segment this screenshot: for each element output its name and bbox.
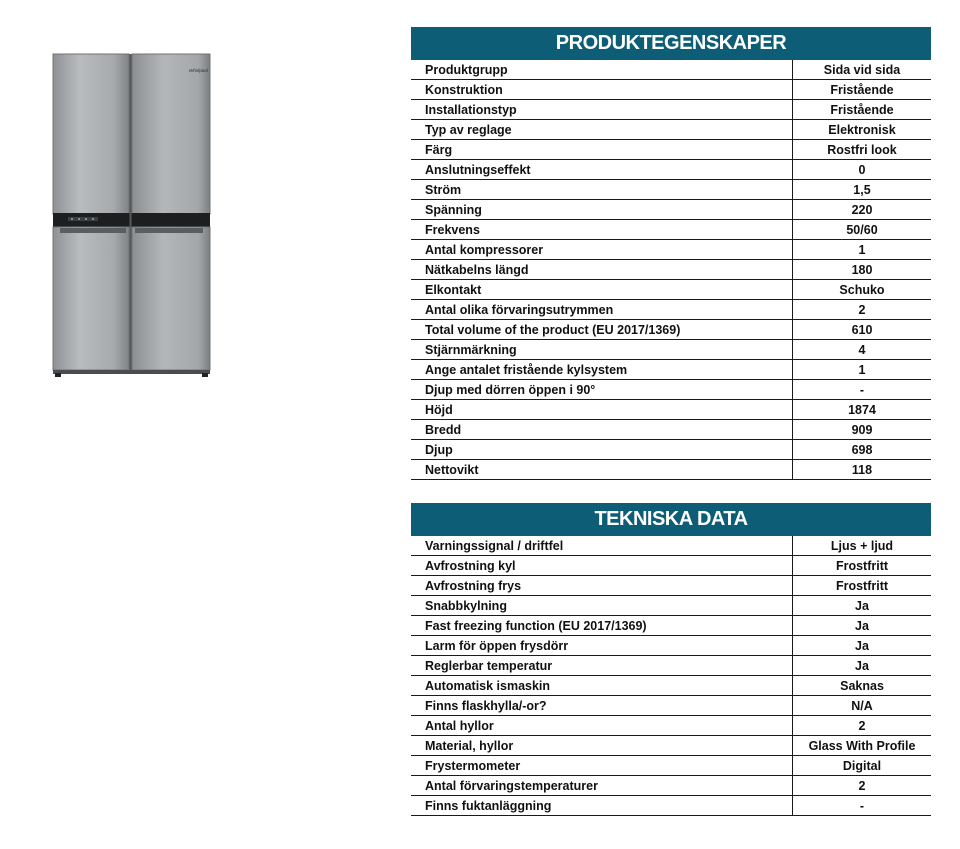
table-row bbox=[411, 756, 931, 776]
table-row bbox=[411, 696, 931, 716]
table-row bbox=[411, 240, 931, 260]
product-properties-title: PRODUKTEGENSKAPER bbox=[411, 27, 931, 60]
spec-label: Nettovikt bbox=[411, 460, 793, 480]
product-properties-section bbox=[411, 27, 931, 480]
spec-value: Elektronisk bbox=[793, 120, 932, 140]
spec-value: Fristående bbox=[793, 80, 932, 100]
table-row bbox=[411, 140, 931, 160]
spec-label: Konstruktion bbox=[411, 80, 793, 100]
spec-value: - bbox=[793, 380, 932, 400]
spec-label: Typ av reglage bbox=[411, 120, 793, 140]
spec-value: 2 bbox=[793, 776, 932, 796]
table-row bbox=[411, 556, 931, 576]
spec-label: Frystermometer bbox=[411, 756, 793, 776]
spec-value: N/A bbox=[793, 696, 932, 716]
spec-label: Antal olika förvaringsutrymmen bbox=[411, 300, 793, 320]
spec-value: Ljus + ljud bbox=[793, 536, 932, 556]
spec-value: 118 bbox=[793, 460, 932, 480]
table-row bbox=[411, 536, 931, 556]
spec-value: 698 bbox=[793, 440, 932, 460]
spec-label: Avfrostning kyl bbox=[411, 556, 793, 576]
spec-label: Ange antalet fristående kylsystem bbox=[411, 360, 793, 380]
spec-label: Stjärnmärkning bbox=[411, 340, 793, 360]
spec-value: Ja bbox=[793, 656, 932, 676]
table-row bbox=[411, 300, 931, 320]
table-row bbox=[411, 400, 931, 420]
spec-label: Installationstyp bbox=[411, 100, 793, 120]
spec-label: Djup med dörren öppen i 90° bbox=[411, 380, 793, 400]
table-row bbox=[411, 636, 931, 656]
technical-data-title: TEKNISKA DATA bbox=[411, 503, 931, 536]
spec-label: Larm för öppen frysdörr bbox=[411, 636, 793, 656]
technical-data-section bbox=[411, 503, 931, 816]
spec-value: 0 bbox=[793, 160, 932, 180]
table-row bbox=[411, 440, 931, 460]
table-row bbox=[411, 676, 931, 696]
table-row bbox=[411, 460, 931, 480]
spec-label: Snabbkylning bbox=[411, 596, 793, 616]
spec-label: Spänning bbox=[411, 200, 793, 220]
spec-value: Sida vid sida bbox=[793, 60, 932, 80]
table-row bbox=[411, 656, 931, 676]
spec-value: Glass With Profile bbox=[793, 736, 932, 756]
spec-value: Digital bbox=[793, 756, 932, 776]
spec-value: Schuko bbox=[793, 280, 932, 300]
spec-label: Antal hyllor bbox=[411, 716, 793, 736]
spec-value: Frostfritt bbox=[793, 576, 932, 596]
spec-label: Djup bbox=[411, 440, 793, 460]
spec-value: 220 bbox=[793, 200, 932, 220]
spec-value: 180 bbox=[793, 260, 932, 280]
spec-label: Total volume of the product (EU 2017/1369) bbox=[411, 320, 793, 340]
spec-value: Ja bbox=[793, 616, 932, 636]
technical-data-table bbox=[411, 536, 931, 816]
spec-label: Bredd bbox=[411, 420, 793, 440]
table-row bbox=[411, 100, 931, 120]
spec-label: Antal förvaringstemperaturer bbox=[411, 776, 793, 796]
spec-value: 2 bbox=[793, 716, 932, 736]
product-properties-table bbox=[411, 60, 931, 480]
table-row bbox=[411, 320, 931, 340]
spec-value: 50/60 bbox=[793, 220, 932, 240]
spec-label: Frekvens bbox=[411, 220, 793, 240]
spec-value: 1874 bbox=[793, 400, 932, 420]
table-row bbox=[411, 576, 931, 596]
table-row bbox=[411, 200, 931, 220]
table-row bbox=[411, 736, 931, 756]
spec-label: Elkontakt bbox=[411, 280, 793, 300]
spec-value: - bbox=[793, 796, 932, 816]
refrigerator-image bbox=[48, 50, 213, 380]
spec-label: Varningssignal / driftfel bbox=[411, 536, 793, 556]
table-row bbox=[411, 220, 931, 240]
spec-value: Frostfritt bbox=[793, 556, 932, 576]
spec-label: Produktgrupp bbox=[411, 60, 793, 80]
table-row bbox=[411, 616, 931, 636]
table-row bbox=[411, 260, 931, 280]
table-row bbox=[411, 280, 931, 300]
spec-label: Antal kompressorer bbox=[411, 240, 793, 260]
spec-label: Anslutningseffekt bbox=[411, 160, 793, 180]
table-row bbox=[411, 596, 931, 616]
table-row bbox=[411, 796, 931, 816]
spec-label: Automatisk ismaskin bbox=[411, 676, 793, 696]
spec-label: Finns fuktanläggning bbox=[411, 796, 793, 816]
spec-value: Ja bbox=[793, 636, 932, 656]
spec-label: Avfrostning frys bbox=[411, 576, 793, 596]
table-row bbox=[411, 60, 931, 80]
spec-value: 1 bbox=[793, 240, 932, 260]
table-row bbox=[411, 380, 931, 400]
spec-label: Material, hyllor bbox=[411, 736, 793, 756]
brand-logo: Whirlpool bbox=[189, 68, 208, 73]
table-row bbox=[411, 80, 931, 100]
table-row bbox=[411, 120, 931, 140]
spec-value: 610 bbox=[793, 320, 932, 340]
table-row bbox=[411, 716, 931, 736]
table-row bbox=[411, 160, 931, 180]
spec-value: Saknas bbox=[793, 676, 932, 696]
spec-label: Nätkabelns längd bbox=[411, 260, 793, 280]
spec-value: 1 bbox=[793, 360, 932, 380]
table-row bbox=[411, 360, 931, 380]
spec-value: 909 bbox=[793, 420, 932, 440]
table-row bbox=[411, 340, 931, 360]
spec-label: Färg bbox=[411, 140, 793, 160]
spec-value: 2 bbox=[793, 300, 932, 320]
table-row bbox=[411, 180, 931, 200]
spec-value: 1,5 bbox=[793, 180, 932, 200]
spec-label: Fast freezing function (EU 2017/1369) bbox=[411, 616, 793, 636]
spec-label: Finns flaskhylla/-or? bbox=[411, 696, 793, 716]
spec-value: 4 bbox=[793, 340, 932, 360]
spec-value: Rostfri look bbox=[793, 140, 932, 160]
spec-label: Ström bbox=[411, 180, 793, 200]
spec-value: Ja bbox=[793, 596, 932, 616]
table-row bbox=[411, 776, 931, 796]
spec-label: Reglerbar temperatur bbox=[411, 656, 793, 676]
table-row bbox=[411, 420, 931, 440]
spec-label: Höjd bbox=[411, 400, 793, 420]
spec-value: Fristående bbox=[793, 100, 932, 120]
